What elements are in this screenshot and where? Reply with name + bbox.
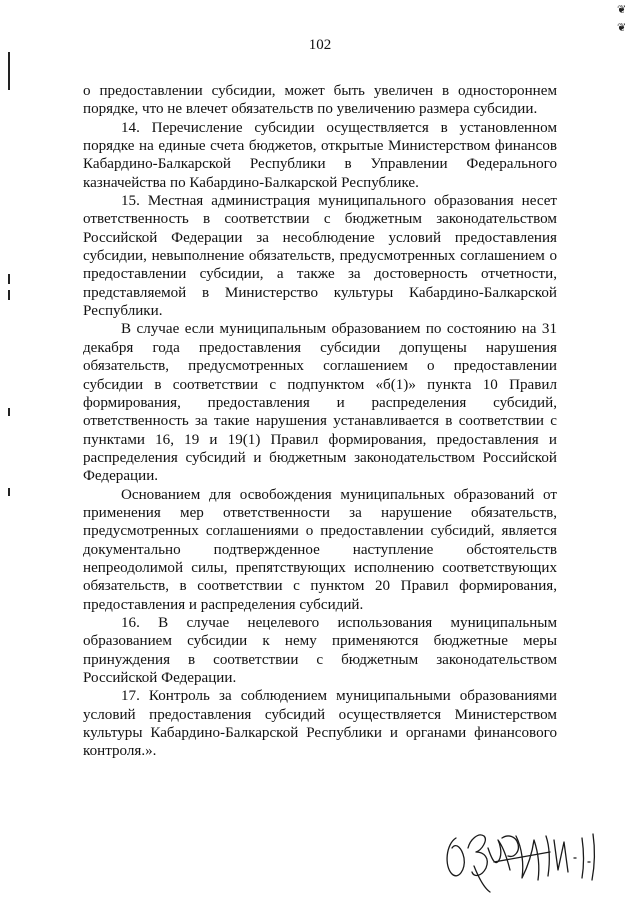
paragraph-continuation: о предоставлении субсидии, может быть увеличен в одностороннем порядке, что не влечет обязательств по увеличению размера субсидии. bbox=[83, 83, 557, 118]
paragraph-14: 14. Перечисление субсидии осуществляется в установленном порядке на единые счета бюджетов, открытые Министерством финансов Кабардино-Балкарской Республики в Управлении Федерального казначейства по Кабардино-Балкарской Республике. bbox=[83, 119, 557, 191]
scan-mark-top-right-2: ❦ bbox=[617, 22, 627, 34]
handwritten-signature bbox=[438, 818, 598, 896]
paragraph-16: 16. В случае нецелевого использования муниципальным образованием субсидии к нему применяются бюджетные меры принуждения в соответствии с бюджетным законодательством Российской Федерации. bbox=[83, 614, 557, 686]
paragraph-15-exemption: Основанием для освобождения муниципальных образований от применения мер ответственности за нарушение обязательств, предусмотренных соглашениями о предоставлении субсидий, является документально подтвержденное наступление обстоятельств непреодолимой силы, препятствующих исполнению соответствующих обязательств, в соответствии с пунктом 20 Правил формирования, предоставления и распределения субсидий. bbox=[83, 486, 557, 613]
binding-mark-5 bbox=[8, 488, 10, 496]
document-body bbox=[83, 82, 557, 761]
binding-mark-3 bbox=[8, 290, 10, 300]
paragraph-15-violations: В случае если муниципальным образованием по состоянию на 31 декабря года предоставления субсидии допущены нарушения обязательств, предусмотренных соглашением о предоставлении субсидии в соответствии с подпунктом «б(1)» пункта 10 Правил формирования, предоставления и распределения субсидий, ответственность за такие нарушения устанавливается в соответствии с пунктами 16, 19 и 19(1) Правил формирования, предоставления и распределения субсидий и бюджетным законодательством Российской Федерации. bbox=[83, 321, 557, 485]
paragraph-15: 15. Местная администрация муниципального образования несет ответственность в соответствии с бюджетным законодательством Российской Федерации за несоблюдение условий предоставления субсидии, невыполнение обязательств, предусмотренных соглашением о предоставлении субсидии, а также за достоверность отчетности, представляемой в Министерство культуры Кабардино-Балкарской Республики. bbox=[83, 193, 557, 320]
binding-mark-1 bbox=[8, 52, 10, 90]
binding-mark-2 bbox=[8, 274, 10, 284]
scan-mark-top-right: ❦ bbox=[617, 4, 627, 16]
page-number: 102 bbox=[308, 37, 332, 53]
paragraph-17: 17. Контроль за соблюдением муниципальными образованиями условий предоставления субсидий осуществляется Министерством культуры Кабардино-Балкарской Республики и органами финансового контроля.». bbox=[83, 688, 557, 760]
binding-mark-4 bbox=[8, 408, 10, 416]
